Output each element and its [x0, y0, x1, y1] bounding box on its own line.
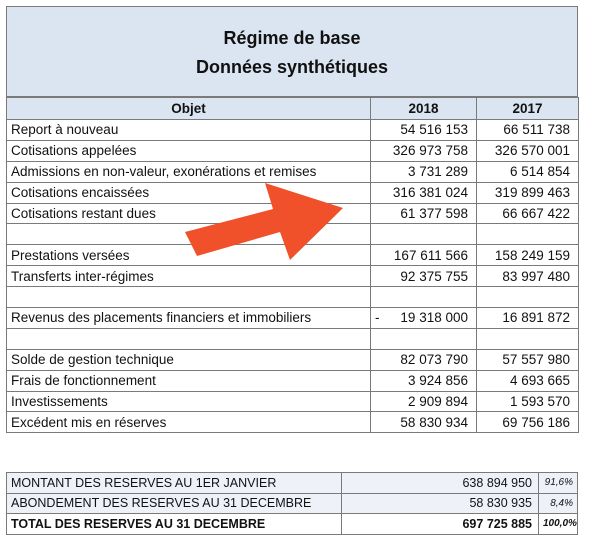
reserves-label: TOTAL DES RESERVES AU 31 DECEMBRE — [7, 514, 342, 535]
row-label: Solde de gestion technique — [7, 349, 371, 370]
row-label: Cotisations encaissées — [7, 182, 371, 203]
value-2017: 6 514 854 — [477, 161, 579, 182]
row-label: Excédent mis en réserves — [7, 412, 371, 433]
row-label: Cotisations appelées — [7, 140, 371, 161]
row-label: Prestations versées — [7, 245, 371, 266]
row-label: Report à nouveau — [7, 120, 371, 141]
value-2018 — [371, 328, 477, 349]
value-2018: 2 909 894 — [371, 391, 477, 412]
column-header-2018: 2018 — [371, 98, 477, 120]
row-label: Transferts inter-régimes — [7, 266, 371, 287]
table-row — [7, 161, 579, 182]
value-2018 — [371, 308, 477, 329]
value-2018: 3 924 856 — [371, 370, 477, 391]
value-2017: 66 667 422 — [477, 203, 579, 224]
value-2017: 319 899 463 — [477, 182, 579, 203]
table-row — [7, 349, 579, 370]
value-2017: 326 570 001 — [477, 140, 579, 161]
synthetic-data-table — [6, 97, 579, 433]
page-subtitle: Données synthétiques — [195, 57, 389, 77]
value-2017: 69 756 186 — [477, 412, 579, 433]
value-2017 — [477, 224, 579, 245]
row-label: Investissements — [7, 391, 371, 412]
table-row — [7, 412, 579, 433]
value-2018: 167 611 566 — [371, 245, 477, 266]
table-row — [7, 120, 579, 141]
table-row — [7, 266, 579, 287]
value-2018: 3 731 289 — [371, 161, 477, 182]
table-row — [7, 182, 579, 203]
value-2017 — [477, 287, 579, 308]
reserves-value: 638 894 950 — [342, 473, 539, 494]
value-2018: 58 830 934 — [371, 412, 477, 433]
table-row — [7, 140, 579, 161]
value-2018-amount: 19 318 000 — [400, 310, 468, 326]
value-2018 — [371, 224, 477, 245]
table-row — [7, 370, 579, 391]
row-label: Revenus des placements financiers et immobiliers — [7, 308, 371, 329]
row-label: Frais de fonctionnement — [7, 370, 371, 391]
value-2017: 66 511 738 — [477, 120, 579, 141]
row-label: Admissions en non-valeur, exonérations et remises — [7, 161, 371, 182]
value-2018: 316 381 024 — [371, 182, 477, 203]
value-2018 — [371, 287, 477, 308]
reserves-percent: 100,0% — [539, 514, 578, 535]
row-label: Cotisations restant dues — [7, 203, 371, 224]
table-row — [7, 245, 579, 266]
table-row — [7, 203, 579, 224]
value-2017: 158 249 159 — [477, 245, 579, 266]
column-header-2017: 2017 — [477, 98, 579, 120]
value-2018: 54 516 153 — [371, 120, 477, 141]
table-row — [7, 308, 579, 329]
row-label — [7, 224, 371, 245]
value-2017: 57 557 980 — [477, 349, 579, 370]
minus-sign: - — [375, 310, 380, 326]
reserves-label: ABONDEMENT DES RESERVES AU 31 DECEMBRE — [7, 493, 342, 514]
table-row-empty — [7, 287, 579, 308]
reserves-table — [6, 472, 578, 535]
value-2017: 4 693 665 — [477, 370, 579, 391]
reserves-value: 58 830 935 — [342, 493, 539, 514]
value-2017: 83 997 480 — [477, 266, 579, 287]
reserves-row — [7, 473, 578, 494]
row-label — [7, 287, 371, 308]
reserves-percent: 8,4% — [539, 493, 578, 514]
value-2018: 326 973 758 — [371, 140, 477, 161]
reserves-percent: 91,6% — [539, 473, 578, 494]
title-box — [6, 6, 578, 97]
reserves-row — [7, 493, 578, 514]
table-row — [7, 391, 579, 412]
value-2018: 92 375 755 — [371, 266, 477, 287]
value-2017: 1 593 570 — [477, 391, 579, 412]
reserves-value: 697 725 885 — [342, 514, 539, 535]
reserves-label: MONTANT DES RESERVES AU 1ER JANVIER — [7, 473, 342, 494]
value-2017: 16 891 872 — [477, 308, 579, 329]
value-2018: 82 073 790 — [371, 349, 477, 370]
column-header-objet: Objet — [7, 98, 371, 120]
value-2018: 61 377 598 — [371, 203, 477, 224]
table-header-row — [7, 98, 579, 120]
reserves-total-row — [7, 514, 578, 535]
table-row-empty — [7, 224, 579, 245]
value-2017 — [477, 328, 579, 349]
table-row-empty — [7, 328, 579, 349]
row-label — [7, 328, 371, 349]
page-title: Régime de base — [223, 28, 361, 48]
